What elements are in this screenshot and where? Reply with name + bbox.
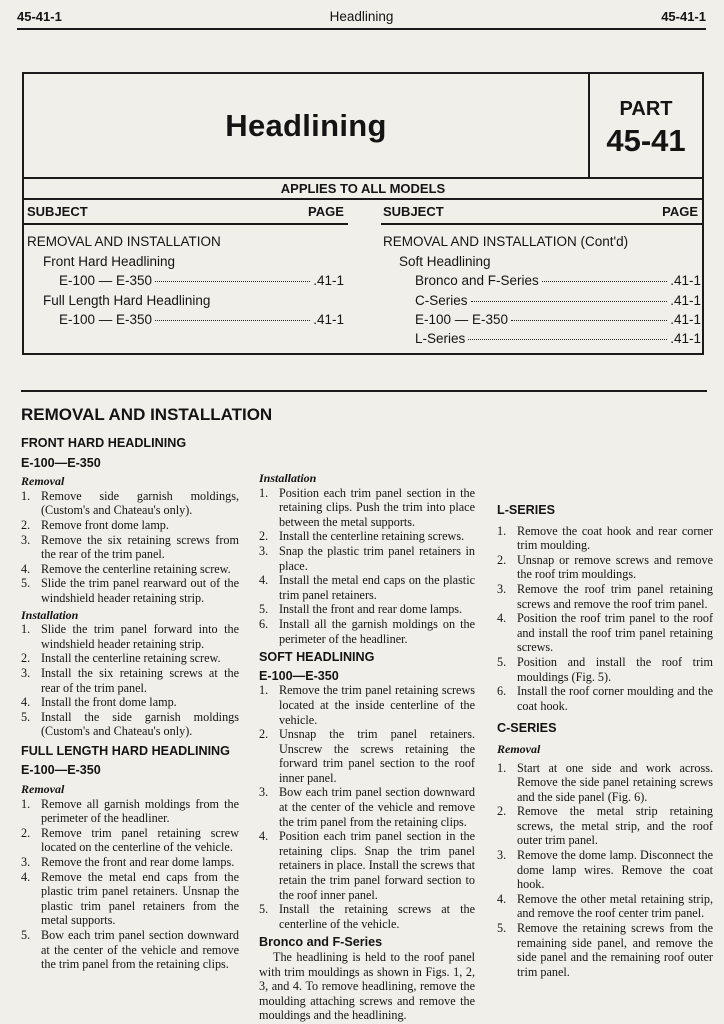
procedure-list: [497, 524, 713, 714]
toc-entry-page: .41-1: [670, 273, 701, 288]
procedure-step: 5. Remove the retaining screws from the remaining side panel, and remove the side panel and the remaining roof outer trim panel.: [497, 921, 713, 979]
procedure-step: 2. Remove front dome lamp.: [21, 517, 169, 532]
toc-section: REMOVAL AND INSTALLATION: [27, 234, 221, 249]
column-header-rule: [24, 223, 348, 225]
model-heading: E-100—E-350: [259, 668, 339, 683]
procedure-step: 1. Remove the trim panel retaining screws located at the inside centerline of the vehicle.: [259, 683, 475, 727]
procedure-step: 1. Start at one side and work across. Remove the side panel retaining screws and the side panel (Fig. 6).: [497, 760, 713, 804]
procedure-step: 2. Unsnap or remove screws and remove the roof trim mouldings.: [497, 552, 713, 582]
procedure-step: 4. Remove the metal end caps from the plastic trim panel retainers. Unsnap the plastic trim panel retainers from the metal supports.: [21, 869, 239, 928]
procedure-step: 1. Remove the coat hook and rear corner trim moulding.: [497, 523, 713, 553]
procedure-list: [259, 683, 475, 931]
subsection-heading: L-SERIES: [497, 503, 556, 517]
procedure-step: 2. Unsnap the trim panel retainers. Unscrew the screws retaining the forward trim panel section to the roof inner panel.: [259, 727, 475, 785]
installation-heading: Installation: [259, 471, 317, 485]
part-number-cell: [588, 74, 702, 177]
dot-leader: [471, 301, 668, 302]
toc-entry-label: C-Series: [415, 293, 468, 308]
procedure-step: 1. Slide the trim panel forward into the windshield header retaining strip.: [21, 622, 239, 651]
procedure-step: 2. Remove the metal strip retaining screws, the metal strip, and the roof outer trim panel.: [497, 804, 713, 848]
toc-entry-label: E-100 — E-350: [415, 312, 509, 327]
procedure-step: 6. Install the roof corner moulding and the coat hook.: [497, 684, 713, 713]
contents-box: [22, 72, 704, 355]
procedure-step: 5. Slide the trim panel rearward out of the windshield header retaining strip.: [21, 576, 239, 605]
procedure-step: 4. Install the front dome lamp.: [21, 695, 177, 710]
toc-entry-page: .41-1: [313, 312, 344, 327]
procedure-step: 3. Remove the six retaining screws from the rear of the trim panel.: [21, 532, 239, 562]
procedure-step: 3. Install the six retaining screws at the rear of the trim panel.: [21, 665, 239, 695]
page-header-right: PAGE: [662, 204, 698, 219]
toc-entry: [59, 312, 344, 327]
procedure-step: 1. Remove side garnish moldings, (Custom's and Chateau's only).: [21, 488, 239, 518]
subsection-heading: C-SERIES: [497, 721, 557, 736]
procedure-list: [21, 622, 239, 739]
toc-subsection: Front Hard Headlining: [43, 254, 176, 269]
subsection-heading: Bronco and F-Series: [259, 935, 383, 950]
continued-text: [497, 471, 713, 500]
toc-subsection: Soft Headlining: [399, 254, 491, 269]
removal-heading: Removal: [21, 474, 65, 489]
model-heading: E-100—E-350: [21, 455, 101, 470]
procedure-step: 4. Position each trim panel section in the retaining clips. Snap the trim panel retainers in place. Install the screws that retain the trim panel forward section to the roof inner panel.: [259, 829, 475, 902]
removal-heading: Removal: [497, 741, 541, 756]
procedure-step: 5. Install the front and rear dome lamps.: [259, 602, 463, 617]
toc-entry: [415, 273, 701, 288]
toc-entry-page: .41-1: [670, 331, 701, 346]
procedure-list: [21, 797, 239, 972]
procedure-step: 4. Remove the other metal retaining strip, and remove the roof center trim panel.: [497, 891, 713, 921]
dot-leader: [542, 281, 667, 282]
part-label: PART: [619, 98, 673, 120]
procedure-step: 4. Remove the centerline retaining screw.: [21, 561, 231, 576]
header-rule: [17, 28, 706, 30]
toc-entry: [415, 293, 701, 308]
subject-header-right: SUBJECT: [383, 204, 444, 219]
dot-leader: [155, 320, 310, 321]
procedure-step: 2. Install the centerline retaining screw.: [21, 651, 221, 666]
toc-entry-label: L-Series: [415, 331, 466, 346]
part-title: Headlining: [225, 108, 387, 143]
dot-leader: [468, 339, 667, 340]
box-divider: [24, 198, 702, 200]
text-column-3: [497, 471, 713, 979]
page-number-left: 45-41-1: [17, 9, 62, 24]
model-heading: E-100—E-350: [21, 763, 101, 778]
procedure-list: [497, 761, 713, 980]
procedure-step: 5. Position and install the roof trim mouldings (Fig. 5).: [497, 654, 713, 684]
procedure-step: 3. Remove the dome lamp. Disconnect the dome lamp wires. Remove the coat hook.: [497, 848, 713, 892]
removal-heading: Removal: [21, 782, 65, 797]
toc-entry-page: .41-1: [670, 293, 701, 308]
toc-subsection: Full Length Hard Headlining: [43, 293, 211, 308]
toc-entry-label: E-100 — E-350: [59, 312, 153, 327]
body-paragraph: The headlining is held to the roof panel with trim mouldings as shown in Figs. 1, 2, 3, and 4. To remove headlining, remove the moulding attaching screws and remove the mouldings and the headlining.: [259, 950, 475, 1023]
procedure-step: 4. Install the metal end caps on the plastic trim panel retainers.: [259, 573, 475, 602]
toc-entry-page: .41-1: [313, 273, 344, 288]
toc-entry: [415, 331, 701, 346]
procedure-step: 3. Remove the front and rear dome lamps.: [21, 855, 235, 870]
dot-leader: [511, 320, 667, 321]
procedure-step: 6. Install all the garnish moldings on the perimeter of the headliner.: [259, 616, 475, 646]
section-heading: REMOVAL AND INSTALLATION: [21, 405, 273, 424]
running-header: [17, 7, 706, 27]
toc-entry: [59, 273, 344, 288]
procedure-step: 2. Remove trim panel retaining screw located on the centerline of the vehicle.: [21, 825, 239, 855]
toc-section: REMOVAL AND INSTALLATION (Cont'd): [383, 234, 629, 249]
procedure-list: [259, 486, 475, 647]
subject-header-left: SUBJECT: [27, 204, 88, 219]
subsection-heading: SOFT HEADLINING: [259, 650, 375, 665]
installation-heading: Installation: [21, 607, 79, 622]
toc-entry-label: E-100 — E-350: [59, 273, 153, 288]
subsection-heading: FRONT HARD HEADLINING: [21, 436, 187, 450]
running-title: Headlining: [329, 9, 394, 24]
column-header-rule: [381, 223, 702, 225]
toc-entry-label: Bronco and F-Series: [415, 273, 539, 288]
procedure-step: 3. Snap the plastic trim panel retainers in place.: [259, 543, 475, 573]
subsection-heading: FULL LENGTH HARD HEADLINING: [21, 743, 230, 758]
procedure-step: 5. Install the side garnish moldings (Custom's and Chateau's only).: [21, 709, 239, 739]
procedure-list: [21, 489, 239, 606]
procedure-step: 5. Install the retaining screws at the centerline of the vehicle.: [259, 902, 475, 931]
procedure-step: 3. Remove the roof trim panel retaining screws and remove the roof trim panel.: [497, 581, 713, 611]
text-column-2: [259, 471, 475, 1023]
procedure-step: 5. Bow each trim panel section downward at the center of the vehicle and remove the trim panel from the retaining clips.: [21, 928, 239, 972]
procedure-step: 3. Bow each trim panel section downward at the center of the vehicle and remove the trim panel from the retaining clips.: [259, 785, 475, 829]
page-number-right: 45-41-1: [661, 9, 706, 24]
text-column-1: [21, 436, 239, 972]
procedure-step: 1. Position each trim panel section in the retaining clips. Push the trim into place between the metal supports.: [259, 485, 475, 529]
part-number: 45-41: [606, 123, 686, 158]
toc-entry-page: .41-1: [670, 312, 701, 327]
toc-entry: [415, 312, 701, 327]
procedure-step: 2. Install the centerline retaining screws.: [259, 529, 465, 544]
procedure-step: 4. Position the roof trim panel to the roof and install the roof trim panel retaining screws.: [497, 611, 713, 655]
part-title-cell: [24, 74, 588, 177]
box-divider: [24, 177, 702, 179]
page-header-left: PAGE: [308, 204, 344, 219]
dot-leader: [155, 281, 310, 282]
section-rule: [21, 390, 707, 392]
applies-line: APPLIES TO ALL MODELS: [280, 181, 446, 196]
procedure-step: 1. Remove all garnish moldings from the perimeter of the headliner.: [21, 796, 239, 826]
